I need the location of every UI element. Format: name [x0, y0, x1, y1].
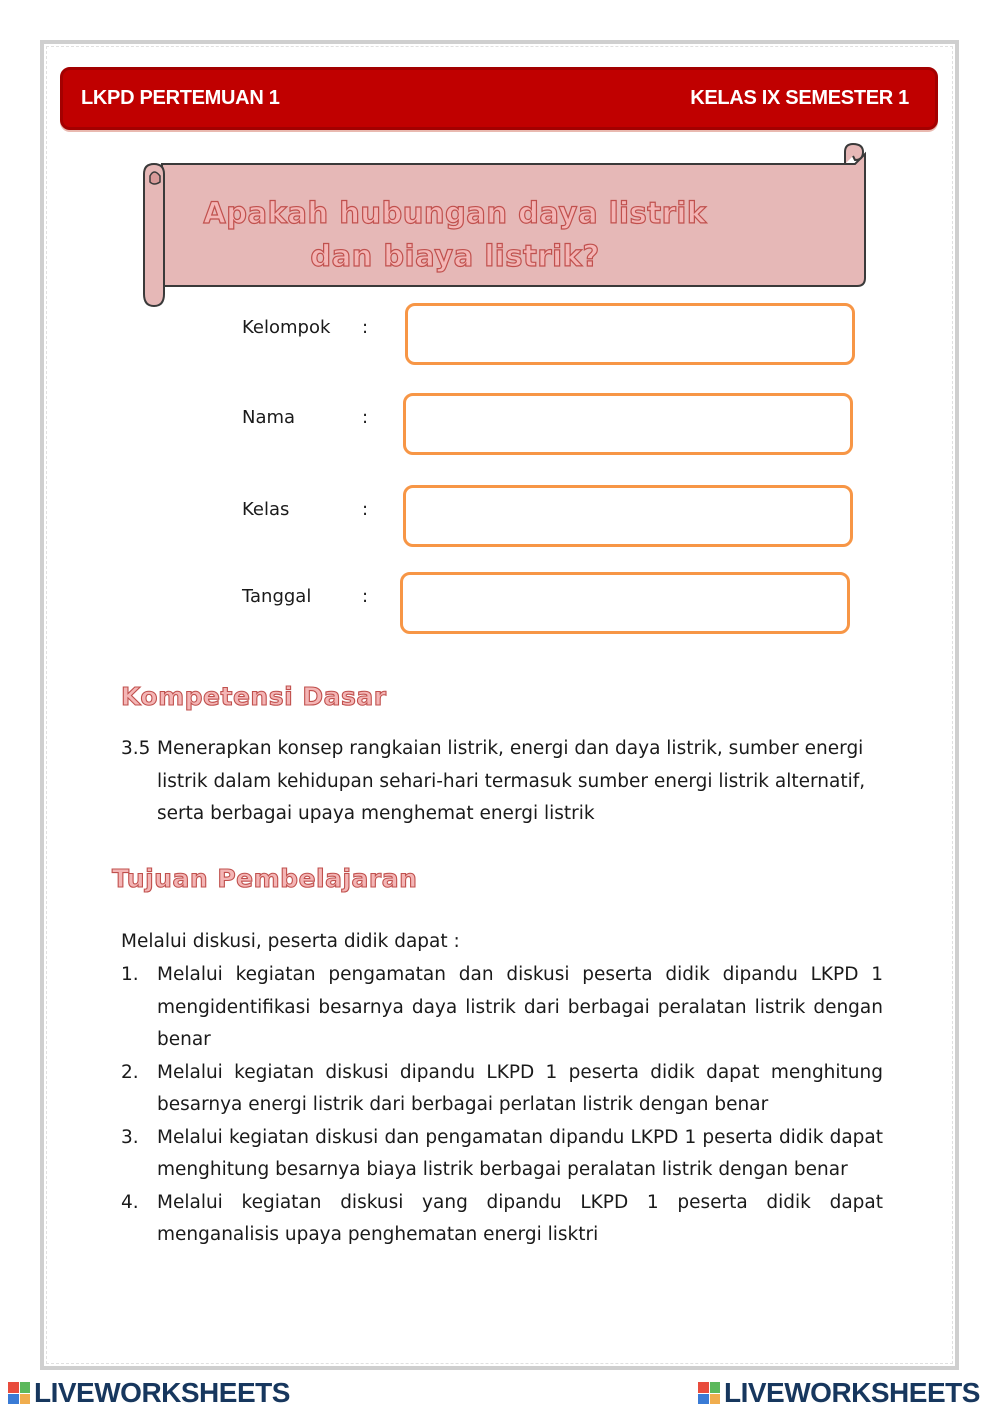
- list-item-number: 2.: [121, 1061, 139, 1083]
- field-colon: :: [362, 317, 369, 338]
- header-right-title: KELAS IX SEMESTER 1: [690, 87, 909, 109]
- footer-logo-right[interactable]: [698, 1378, 980, 1408]
- footer-brand-right: LIVEWORKSHEETS: [724, 1377, 980, 1408]
- kompetensi-heading: Kompetensi Dasar: [121, 682, 387, 711]
- liveworksheets-logo-icon: [8, 1382, 30, 1404]
- liveworksheets-logo-icon: [698, 1382, 720, 1404]
- list-item-text: Melalui kegiatan diskusi dan pengamatan dipandu LKPD 1 peserta didik dapat menghitung besarnya biaya listrik berbagai peralatan listrik dengan benar: [157, 1126, 883, 1180]
- list-item-number: 1.: [121, 964, 139, 985]
- footer-logo-left[interactable]: [8, 1378, 290, 1408]
- field-label: Kelompok: [242, 317, 331, 338]
- kompetensi-text-block: [121, 733, 901, 831]
- footer-brand-left: LIVEWORKSHEETS: [34, 1377, 290, 1408]
- field-label: Nama: [242, 407, 296, 428]
- scroll-title: Apakah hubungan daya listrik dan biaya listrik?: [203, 196, 707, 273]
- list-item-text: Melalui kegiatan diskusi yang dipandu LKPD 1 peserta didik dapat menganalisis upaya penghematan energi lisktri: [157, 1191, 883, 1245]
- title-scroll-banner: [140, 142, 870, 310]
- list-item-number: 4.: [121, 1191, 139, 1213]
- kompetensi-text: Menerapkan konsep rangkaian listrik, energi dan daya listrik, sumber energi listrik dalam kehidupan sehari-hari termasuk sumber energi listrik alternatif, serta berbagai upaya menghemat energi listrik: [157, 738, 866, 824]
- tujuan-intro: Melalui diskusi, peserta didik dapat :: [121, 931, 460, 952]
- nama-input[interactable]: [403, 393, 853, 455]
- field-row-nama: [242, 393, 862, 459]
- field-row-kelompok: [242, 303, 862, 369]
- list-item-text: Melalui kegiatan pengamatan dan diskusi peserta didik dipandu LKPD 1 mengidentifikasi besarnya daya listrik dari berbagai peralatan listrik dengan benar: [157, 964, 883, 1050]
- field-label: Tanggal: [242, 586, 312, 607]
- field-row-tanggal: [242, 572, 862, 638]
- list-item: [121, 1057, 883, 1122]
- header-left-title: LKPD PERTEMUAN 1: [81, 87, 280, 109]
- header-bar: [60, 67, 938, 130]
- field-colon: :: [362, 586, 369, 607]
- field-colon: :: [362, 499, 369, 520]
- field-colon: :: [362, 407, 369, 428]
- tanggal-input[interactable]: [400, 572, 850, 634]
- kompetensi-number: 3.5: [121, 738, 151, 759]
- kelompok-input[interactable]: [405, 303, 855, 365]
- list-item: [121, 959, 883, 1057]
- list-item: [121, 1187, 883, 1252]
- list-item-text: Melalui kegiatan diskusi dipandu LKPD 1 peserta didik dapat menghitung besarnya energi listrik dari berbagai perlatan listrik dengan benar: [157, 1061, 883, 1115]
- tujuan-heading: Tujuan Pembelajaran: [112, 864, 418, 893]
- field-label: Kelas: [242, 499, 290, 520]
- list-item: [121, 1122, 883, 1187]
- kelas-input[interactable]: [403, 485, 853, 547]
- field-row-kelas: [242, 485, 862, 551]
- list-item-number: 3.: [121, 1126, 139, 1148]
- tujuan-list: [121, 959, 883, 1252]
